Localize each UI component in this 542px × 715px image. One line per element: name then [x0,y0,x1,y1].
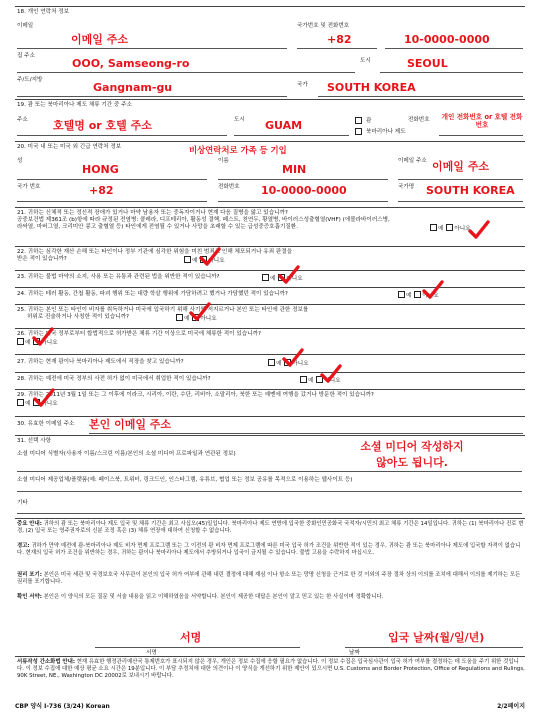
q25 [17,307,522,321]
s18-phone-line [385,48,523,49]
q24-rule [15,287,525,288]
q28-no-label: 아니요 [324,378,341,384]
q28 [17,376,522,383]
s19-address-label: 주소 [17,117,28,123]
q28-rule [15,372,525,373]
q28-line1: 28. 귀하는 예전에 미국 정부의 사전 허가 없이 미국에서 취업한 적이 있습니까? [17,376,211,382]
q21-line3: 라싸열, 마버그열, 크리미안 콩고 출혈열 등) 타인에게 전염될 수 있거나 사망을 초래할 수 있는 급성중증호흡기질환. 예 아니요 [17,223,471,232]
q22-line2: 받은 적이 있습니까? [17,255,67,262]
s19-phone-line [439,135,523,136]
q22-yes-box[interactable] [184,256,191,263]
s20-country-value[interactable]: SOUTH KOREA [426,184,515,197]
q23-no-checkmark [278,265,303,285]
q26-yes-box[interactable] [17,338,24,345]
signature-value[interactable]: 서명 [180,631,202,644]
s18-city-label: 도시 [360,58,371,64]
s18-address-label: 집 주소 [17,53,35,59]
notices-rule [15,518,525,519]
q29-no-label: 아니요 [41,400,58,407]
s30-line [89,433,523,434]
q25-rule [15,304,525,305]
q21-no-box[interactable] [446,224,453,231]
s19-city-label: 도시 [234,117,245,123]
q27-yes-label: 예 [276,361,282,367]
footer-form-id: CBP 양식 I-736 (3/24) Korean [15,703,110,710]
q27-line1: 27. 귀하는 현재 괌이나 북마리아나 제도에서 직장을 찾고 있습니까? [17,359,184,365]
s19-address-line [17,135,227,136]
date-value[interactable]: 입국 날짜(월/일/년) [388,631,485,644]
q21-no-label: 아니요 [454,225,471,232]
q27-yes-box[interactable] [268,359,275,366]
s20-cc-line [17,201,207,202]
s31-social-id-label: 소셜 미디어 식별자(사용자 이름/스크린 이름/본인의 소셜 미디어 프로파일과 연관된 정보) [17,451,236,457]
s19-phone-value[interactable]: 개인 전화번호 or 호텔 전화번호 [441,113,523,130]
q25-no-label: 아니요 [200,315,217,322]
q25-line2-row [17,314,522,321]
s20-first-value[interactable]: MIN [282,163,307,176]
q22-no-checkmark [199,247,221,267]
q27 [17,359,522,366]
s30-title: 30. 유효한 이메일 주소 [17,421,75,427]
s30-value[interactable]: 본인 이메일 주소 [89,418,172,431]
q21-yes-label: 예 [438,225,444,232]
q23-rule [15,270,525,271]
q24-line1: 24. 귀하는 테러 활동, 간첩 활동, 파괴 행위 또는 대량 학살 행위에 가담하려고 했거나 가담했던 적이 있습니까? [17,291,288,297]
s18-state-line [17,96,287,97]
s31-platform-label: 소셜 미디어 제공업체/플랫폼(예: 페이스북, 트위터, 링크드인, 인스타그램, 유튜브, 협업 또는 정보 공유를 목적으로 이용하는 웹사이트 등) [17,477,353,483]
q26-rule [15,328,525,329]
q23-line1: 23. 귀하는 불법 마약의 소지, 사용 또는 유통과 관련된 법을 위반한 적이 있습니까? [17,274,220,280]
s18-country-label: 국가 [297,82,308,88]
q22-line1: 22. 귀하는 심각한 재산 손해 또는 타인이나 정부 기관에 심각한 위험을 미친 범죄로 인해 체포되거나 유죄 판결을 [17,249,293,255]
q21-answers [427,224,471,233]
s20-first-line [218,179,388,180]
q22 [17,249,522,263]
signature-line [95,647,300,648]
notice-important: 중요 안내: 귀하의 괌 또는 북마리아나 제도 입국 및 체류 기간은 최고 사십오(45)일입니다. 북마리아나 제도 연방에 입국한 중화인민공화국 국적자/시민의 최고 체류 기간은 14일입니다. 귀하는 (1) 북마리아나 진로 변경, (2) 입국 또는 영주권자로의 신분 조정 혹은 (3) 체류 연장에 대하여 신청할 수 없습니다. [17,521,524,535]
s20-country-label: 국가명 [398,184,415,190]
q26-yes-label: 예 [25,339,31,346]
q27-no-checkmark [282,348,304,368]
q25-yes-label: 예 [184,315,190,322]
s18-title: 18. 개인 연락처 정보 [17,9,70,15]
s19-cnmi-checkbox[interactable] [355,128,363,137]
q21-rule [15,207,525,208]
q29-line1: 29. 귀하는 2011년 3월 1일 또는 그 이후에 이라크, 시리아, 이란, 수단, 리비아, 소말리아, 북한 또는 예멘에 여행을 갔거나 방문한 적이 있습니까? [17,392,374,398]
q23-yes-box[interactable] [262,274,269,281]
q28-yes-label: 예 [308,378,314,384]
s18-city-value[interactable]: SEOUL [407,57,448,70]
s31-note-line2: 않아도 됩니다. [376,456,448,469]
s18-email-label: 이메일 [17,23,34,29]
s20-country-line [398,201,523,202]
q25-no-checkmark [189,302,211,322]
q22-line2-row [17,256,522,263]
s20-email-label: 이메일 주소 [398,158,427,164]
q25-line1: 25. 귀하는 본인 또는 타인이 비자를 취득하거나 미국에 입국하기 위해 사기를 저지르거나 본인 또는 타인에 관한 정보를 [17,307,309,313]
s18-country-value[interactable]: SOUTH KOREA [327,81,416,94]
s31-other-line [17,513,522,514]
q28-yes-box[interactable] [300,376,307,383]
q26-answers [14,338,522,347]
s18-country-code-label: 국가번호 및 전화번호 [297,23,350,29]
s19-city-value[interactable]: GUAM [265,119,303,132]
q26 [17,331,522,347]
s31-title: 31. 선택 사항 [17,438,52,444]
s19-guam-checkbox[interactable] [355,117,363,126]
s18-phone-value[interactable]: 10-0000-0000 [404,33,490,46]
s20-title: 20. 미국 내 또는 미국 외 긴급 연락처 정보 [17,144,122,150]
top-rule [15,6,525,7]
s18-email-value[interactable]: 이메일 주소 [71,33,128,46]
s19-city-line [234,135,349,136]
s31-other-label: 기타 [17,500,28,506]
s20-last-value[interactable]: HONG [82,163,119,176]
q25-yes-box[interactable] [176,314,183,321]
q24 [17,291,522,298]
q29-rule [15,389,525,390]
pra-rule [15,656,525,657]
s20-note: 비상연락처로 가족 등 기입 [189,145,287,155]
q24-no-label: 아니요 [422,293,439,299]
signature-label: 서명 [146,650,157,656]
s19-title: 19. 괌 또는 북마리아나 제도 체류 기간 중 주소 [17,102,132,108]
q21 [17,210,522,231]
q27-rule [15,354,525,355]
q23 [17,274,522,281]
date-line [345,647,523,648]
q25-line2: 허위로 진술하거나 사칭한 적이 있습니까? [27,313,129,320]
q23-no-label: 아니요 [286,276,303,282]
q21-yes-box[interactable] [430,224,437,231]
s20-email-line [398,179,523,180]
q27-no-label: 아니요 [292,361,309,367]
s20-phone-value[interactable]: 10-0000-0000 [261,184,347,197]
s20-cc-label: 국가 번호 [17,184,41,190]
q21-line1: 21. 귀하는 신체적 또는 정신적 장애가 있거나 마약 남용자 또는 중독자이거나 현재 다음 질병을 앓고 있습니까? [17,210,288,216]
s18-state-label: 주/도/지방 [17,77,43,83]
q22-rule [15,246,525,247]
q26-no-label: 아니요 [41,339,58,346]
q29-yes-label: 예 [25,400,31,407]
s18-email-line [17,48,287,49]
q22-yes-label: 예 [192,257,198,264]
q29-no-checkmark [33,388,58,408]
pra-notice: 서류작성 간소화법 안내: 현재 유효한 행정관리예산국 통제번호가 표시되지 않은 경우, 개인은 정보 수집에 응할 필요가 없습니다. 이 정보 수집은 입국심사관이 입국 허가 여부를 결정하는 데 도움을 주기 위한 것입니다. 이 정보 수집에 대한 예상 평균 소요 시간은 19분입니다. 이 부담 추정치에 대한 의견이나 이 양식을 개선하기 위한 제안이 있으시면 U.S. Customs and Border Protection, Office of Regulations and Rulings, 90K Street, NE., Washington DC 20002로 보내시기 바랍니다. [17,659,525,680]
q28-no-checkmark [320,364,342,384]
q24-yes-box[interactable] [398,291,405,298]
s18-city-line [380,72,523,73]
s20-phone-line [218,201,388,202]
s20-last-line [17,179,207,180]
q21-line2: 공중보건법 제361조 (b)항에 따라 규정된 전염병: 콜레라, 디프테리아, 활동성 결핵, 페스트, 천연두, 황열병, 바이러스성출혈열(VHF) (에볼라바이러스병, [17,216,390,223]
s30-rule [15,416,525,417]
date-label: 날짜 [349,650,360,656]
q26-line1: 26. 귀하는 미국 정부로부터 합법적으로 허가받은 체류 기간 이상으로 미국에 체류한 적이 있습니까? [17,331,261,337]
q24-no-checkmark [422,280,444,300]
s18-cc-line [297,48,377,49]
notice-caution: 경고: 귀하가 만약 예전에 괌-북마리아나 제도 비자 면제 프로그램 또는 그 이전의 괌 비자 면제 프로그램에 따른 미국 입국 허가 조건을 위반한 적이 있는 경우, 귀하는 괌 또는 북마리아나 제도에 입국할 자격이 없습니다. 현재의 입국 허가 조건을 위반하는 경우, 귀하는 괌이나 북마리아나 제도에서 추방되거나 입국이 금지될 수 있습니다. 불법 고용을 수락하지 마십시오. [17,543,521,557]
notice-certification: 확인 서약: 본인은 이 양식의 모든 질문 및 서술 내용을 읽고 이해하였음을 서약합니다. 본인이 제공한 대답은 본인이 알고 믿고 있는 한 사실이며 정확합니다. [17,594,384,600]
s18-country-code-value[interactable]: +82 [327,33,352,46]
s19-guam-label: 괌 [366,118,372,124]
s18-address-line [17,72,355,73]
q29-answers [14,399,522,408]
q26-no-checkmark [32,327,54,347]
q21-no-checkmark [468,220,490,240]
q23-yes-label: 예 [270,276,276,282]
s31-note-line1: 소셜 미디어 작성하지 [360,440,464,453]
s19-cnmi-label: 북마리아나 제도 [366,129,406,135]
q24-no-box[interactable] [414,291,421,298]
q24-yes-label: 예 [406,293,412,299]
s18-country-line [318,96,523,97]
footer-page-number: 2/2페이지 [497,703,525,710]
s19-address-value[interactable]: 호텔명 or 호텔 주소 [53,119,152,132]
q29 [17,392,522,408]
s20-rule [15,141,525,142]
q22-no-label: 아니요 [208,257,225,264]
s20-phone-label: 전화번호 [218,184,240,190]
s20-email-value[interactable]: 이메일 주소 [432,160,489,173]
s31-rule [15,435,525,436]
q29-yes-box[interactable] [17,399,24,406]
s20-last-label: 성 [17,158,23,164]
s18-address-value[interactable]: OOO, Samseong-ro [72,57,190,70]
s31-social-line [17,471,522,472]
s18-state-value[interactable]: Gangnam-gu [93,81,173,94]
notice-waiver: 권리 포기: 본인은 미국 세관 및 국경보호국 사무관이 본인의 입국 허가 여부에 관해 내린 결정에 대해 재심 이나 항소 또는 망명 신청을 근거로 한 것 이외의 주장 절차 상의 이의를 조치에 대해서 이의를 제기하는 모든 권리를 포기합니다. [17,572,521,586]
s19-phone-label: 전화번호 [408,117,430,123]
s20-cc-value[interactable]: +82 [89,184,114,197]
s31-platform-line [17,491,522,492]
s20-first-label: 이름 [218,158,229,164]
s19-rule [15,99,525,100]
